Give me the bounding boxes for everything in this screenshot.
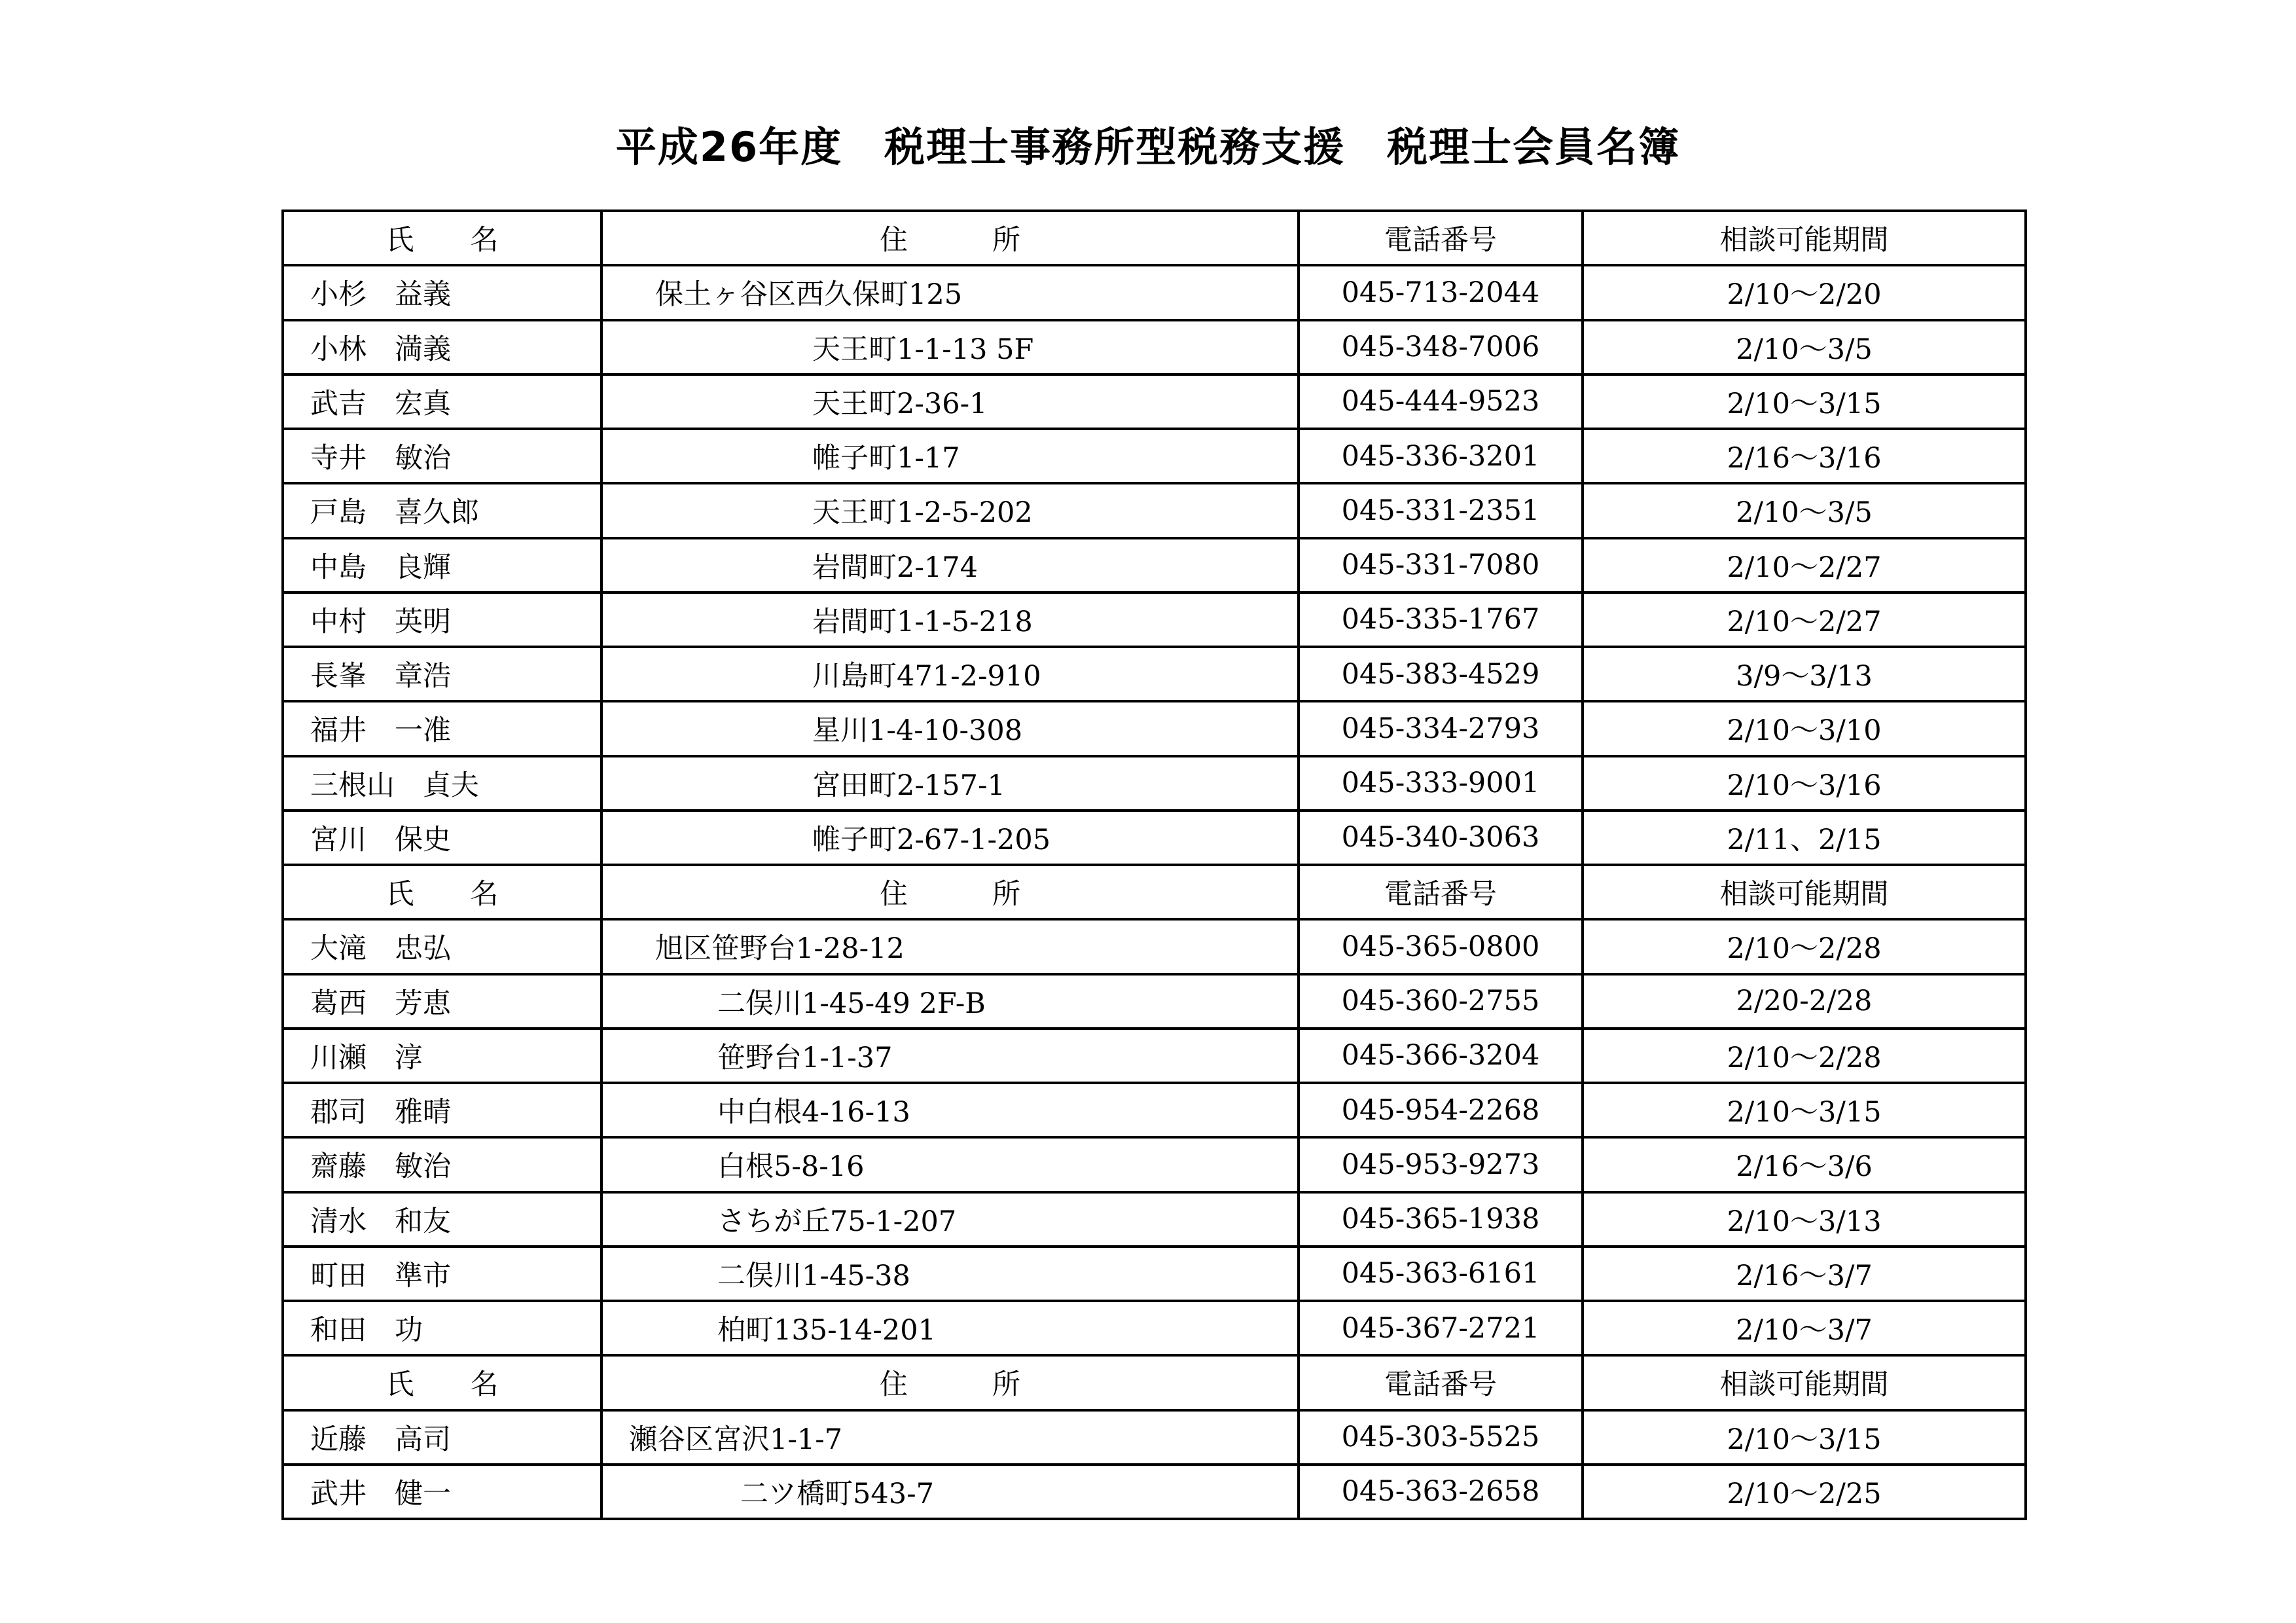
member-name: 武吉 宏真 [283,374,601,429]
table-row [283,483,2026,538]
table-row [283,538,2026,593]
header-phone: 電話番号 [1299,211,1583,265]
member-phone: 045-360-2755 [1299,974,1583,1029]
member-name: 中島 良輝 [283,538,601,593]
member-period: 2/10～2/27 [1583,538,2026,593]
table-row [283,647,2026,701]
table-row [283,265,2026,319]
header-period: 相談可能期間 [1583,211,2026,265]
table-row [283,1029,2026,1083]
table-row [283,756,2026,811]
member-name: 宮川 保史 [283,811,601,865]
member-period: 2/10～3/15 [1583,1410,2026,1465]
member-name: 町田 準市 [283,1247,601,1301]
member-address: 旭区笹野台1-28-12 [601,919,1299,974]
member-address: 二俣川1-45-49 2F-B [601,974,1299,1029]
member-phone: 045-363-2658 [1299,1465,1583,1519]
member-phone: 045-303-5525 [1299,1410,1583,1465]
member-period: 2/10～2/20 [1583,265,2026,319]
member-address: 星川1-4-10-308 [601,701,1299,756]
table-row [283,919,2026,974]
table-row [283,320,2026,374]
member-name: 戸島 喜久郎 [283,483,601,538]
table-row [283,1083,2026,1137]
member-period: 2/10～3/16 [1583,756,2026,811]
member-name: 葛西 芳恵 [283,974,601,1029]
table-row [283,1410,2026,1465]
member-period: 2/16～3/6 [1583,1137,2026,1192]
member-phone: 045-335-1767 [1299,593,1583,647]
table-row [283,1137,2026,1192]
member-address: 白根5-8-16 [601,1137,1299,1192]
member-phone: 045-367-2721 [1299,1301,1583,1355]
member-address: 保土ヶ谷区西久保町125 [601,265,1299,319]
member-address: 天王町1-1-13 5F [601,320,1299,374]
member-name: 小林 満義 [283,320,601,374]
table-row [283,1301,2026,1355]
member-phone: 045-365-1938 [1299,1192,1583,1247]
member-address: 天王町2-36-1 [601,374,1299,429]
member-address: 帷子町2-67-1-205 [601,811,1299,865]
header-phone: 電話番号 [1299,1355,1583,1410]
member-name: 長峯 章浩 [283,647,601,701]
table-header-row [283,865,2026,919]
member-period: 2/20-2/28 [1583,974,2026,1029]
table-header-row [283,1355,2026,1410]
header-address: 住 所 [601,1355,1299,1410]
member-name: 川瀬 淳 [283,1029,601,1083]
member-period: 2/10～3/13 [1583,1192,2026,1247]
member-name: 小杉 益義 [283,265,601,319]
member-period: 2/10～2/25 [1583,1465,2026,1519]
member-name: 寺井 敏治 [283,429,601,483]
member-address: 二ツ橋町543-7 [601,1465,1299,1519]
member-period: 3/9～3/13 [1583,647,2026,701]
member-period: 2/11、2/15 [1583,811,2026,865]
member-phone: 045-331-7080 [1299,538,1583,593]
member-address: 笹野台1-1-37 [601,1029,1299,1083]
header-name: 氏 名 [283,1355,601,1410]
member-address: 帷子町1-17 [601,429,1299,483]
member-phone: 045-340-3063 [1299,811,1583,865]
member-period: 2/10～3/15 [1583,374,2026,429]
member-phone: 045-365-0800 [1299,919,1583,974]
member-name: 中村 英明 [283,593,601,647]
member-address: 天王町1-2-5-202 [601,483,1299,538]
member-period: 2/10～3/7 [1583,1301,2026,1355]
member-address: 中白根4-16-13 [601,1083,1299,1137]
member-phone: 045-953-9273 [1299,1137,1583,1192]
member-address: 柏町135-14-201 [601,1301,1299,1355]
member-address: 瀬谷区宮沢1-1-7 [601,1410,1299,1465]
table-row [283,1247,2026,1301]
member-address: 岩間町1-1-5-218 [601,593,1299,647]
member-phone: 045-713-2044 [1299,265,1583,319]
header-address: 住 所 [601,865,1299,919]
header-name: 氏 名 [283,865,601,919]
member-period: 2/10～3/15 [1583,1083,2026,1137]
member-table [281,210,2027,1520]
member-name: 福井 一准 [283,701,601,756]
table-header-row [283,211,2026,265]
member-address: 川島町471-2-910 [601,647,1299,701]
member-phone: 045-363-6161 [1299,1247,1583,1301]
header-address: 住 所 [601,211,1299,265]
member-period: 2/10～2/28 [1583,919,2026,974]
table-row [283,811,2026,865]
member-phone: 045-334-2793 [1299,701,1583,756]
table-row [283,974,2026,1029]
header-name: 氏 名 [283,211,601,265]
member-period: 2/10～2/28 [1583,1029,2026,1083]
member-address: 二俣川1-45-38 [601,1247,1299,1301]
member-address: 宮田町2-157-1 [601,756,1299,811]
member-phone: 045-444-9523 [1299,374,1583,429]
member-period: 2/10～2/27 [1583,593,2026,647]
member-phone: 045-331-2351 [1299,483,1583,538]
table-row [283,1192,2026,1247]
member-period: 2/16～3/7 [1583,1247,2026,1301]
member-period: 2/10～3/5 [1583,320,2026,374]
member-phone: 045-366-3204 [1299,1029,1583,1083]
member-period: 2/10～3/10 [1583,701,2026,756]
member-name: 郡司 雅晴 [283,1083,601,1137]
member-name: 近藤 高司 [283,1410,601,1465]
table-row [283,701,2026,756]
table-row [283,1465,2026,1519]
table-row [283,593,2026,647]
page-title: 平成26年度 税理士事務所型税務支援 税理士会員名簿 [615,123,1681,171]
member-name: 大滝 忠弘 [283,919,601,974]
member-table-body [283,211,2026,1519]
member-phone: 045-383-4529 [1299,647,1583,701]
member-address: さちが丘75-1-207 [601,1192,1299,1247]
member-phone: 045-348-7006 [1299,320,1583,374]
member-period: 2/10～3/5 [1583,483,2026,538]
member-name: 清水 和友 [283,1192,601,1247]
member-phone: 045-333-9001 [1299,756,1583,811]
header-phone: 電話番号 [1299,865,1583,919]
member-period: 2/16～3/16 [1583,429,2026,483]
member-name: 三根山 貞夫 [283,756,601,811]
header-period: 相談可能期間 [1583,865,2026,919]
member-phone: 045-954-2268 [1299,1083,1583,1137]
header-period: 相談可能期間 [1583,1355,2026,1410]
member-name: 齋藤 敏治 [283,1137,601,1192]
member-phone: 045-336-3201 [1299,429,1583,483]
member-name: 武井 健一 [283,1465,601,1519]
member-name: 和田 功 [283,1301,601,1355]
table-row [283,374,2026,429]
member-address: 岩間町2-174 [601,538,1299,593]
table-row [283,429,2026,483]
